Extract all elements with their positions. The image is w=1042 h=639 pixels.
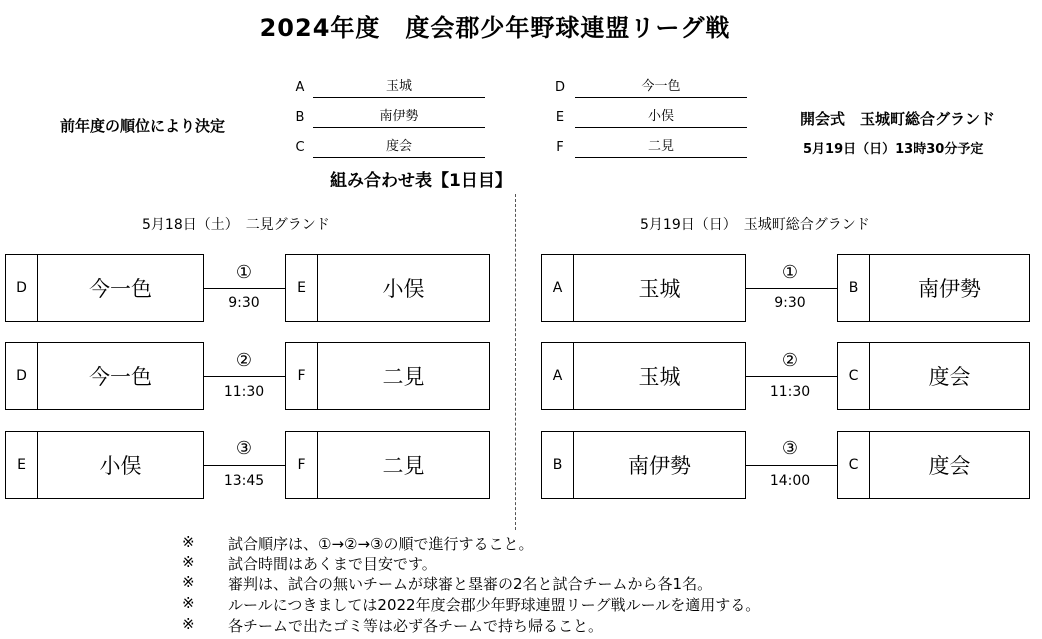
team-name: 小俣 [382, 277, 425, 301]
team-name: 玉城 [638, 277, 681, 301]
team-letter: C [838, 432, 870, 498]
match-right-team [837, 431, 1030, 499]
match-right-team [285, 431, 490, 499]
seed-letter: B [295, 110, 305, 125]
note-mark: ※ [182, 594, 195, 612]
seed-letter: A [295, 80, 305, 95]
match-time: 11:30 [769, 384, 811, 400]
seed-letter: F [556, 140, 564, 155]
match-number: ③ [235, 438, 253, 459]
opening-title: 開会式 玉城町総合グランド [800, 110, 996, 128]
match-connector [204, 288, 285, 289]
match-right-team [837, 254, 1030, 322]
match-left-team [541, 254, 746, 322]
match-right-team [285, 254, 490, 322]
match-left-team [5, 342, 204, 410]
match-connector [746, 376, 837, 377]
match-time: 9:30 [228, 295, 260, 311]
note-item: 審判は、試合の無いチームが球審と塁審の2名と試合チームから各1名。 [228, 575, 713, 593]
seed-team: 今一色 [575, 78, 747, 98]
seed-team: 南伊勢 [313, 108, 485, 128]
note-item: 試合時間はあくまで目安です。 [228, 555, 437, 573]
team-name: 度会 [928, 365, 971, 389]
team-letter: E [6, 432, 38, 498]
match-left-team [5, 431, 204, 499]
match-connector [746, 288, 837, 289]
team-name: 小俣 [99, 454, 142, 478]
note-item: 試合順序は、①→②→③の順で進行すること。 [228, 535, 534, 553]
seed-letter: C [295, 140, 305, 155]
team-letter: A [542, 343, 574, 409]
match-number: ① [235, 262, 253, 283]
team-letter: C [838, 343, 870, 409]
seed-team: 小俣 [575, 108, 747, 128]
note-mark: ※ [182, 553, 195, 571]
team-name: 今一色 [89, 277, 152, 301]
team-letter: F [286, 432, 318, 498]
team-letter: D [6, 255, 38, 321]
team-name: 今一色 [89, 365, 152, 389]
team-name: 度会 [928, 454, 971, 478]
seed-team: 度会 [313, 138, 485, 158]
match-left-team [541, 342, 746, 410]
match-number: ② [781, 350, 799, 371]
match-number: ③ [781, 438, 799, 459]
team-name: 南伊勢 [628, 454, 691, 478]
match-connector [746, 465, 837, 466]
match-time: 13:45 [223, 473, 265, 489]
team-name: 南伊勢 [918, 277, 981, 301]
match-connector [204, 376, 285, 377]
center-divider [515, 194, 516, 530]
note-mark: ※ [182, 573, 195, 591]
match-connector [204, 465, 285, 466]
team-letter: A [542, 255, 574, 321]
note-mark: ※ [182, 615, 195, 633]
team-name: 玉城 [638, 365, 681, 389]
seed-letter: D [554, 80, 565, 95]
team-letter: F [286, 343, 318, 409]
page-title: 2024年度 度会郡少年野球連盟リーグ戦 [259, 14, 731, 42]
day1-header: 5月18日（土） 二見グランド [142, 217, 330, 233]
day2-header: 5月19日（日） 玉城町総合グランド [640, 217, 870, 233]
seed-team: 二見 [575, 138, 747, 158]
team-name: 二見 [382, 365, 425, 389]
note-item: 各チームで出たゴミ等は必ず各チームで持ち帰ること。 [228, 617, 604, 635]
match-right-team [285, 342, 490, 410]
team-letter: E [286, 255, 318, 321]
match-left-team [5, 254, 204, 322]
schedule-subtitle: 組み合わせ表【1日目】 [330, 171, 512, 191]
team-name: 二見 [382, 454, 425, 478]
match-number: ② [235, 350, 253, 371]
match-time: 11:30 [223, 384, 265, 400]
seed-letter: E [555, 110, 565, 125]
seed-label: 前年度の順位により決定 [60, 117, 226, 135]
note-mark: ※ [182, 533, 195, 551]
note-item: ルールにつきましては2022年度会郡少年野球連盟リーグ戦ルールを適用する。 [228, 596, 761, 614]
match-left-team [541, 431, 746, 499]
opening-date: 5月19日（日）13時30分予定 [803, 142, 984, 157]
match-time: 9:30 [774, 295, 806, 311]
team-letter: D [6, 343, 38, 409]
team-letter: B [542, 432, 574, 498]
match-right-team [837, 342, 1030, 410]
team-letter: B [838, 255, 870, 321]
seed-team: 玉城 [313, 78, 485, 98]
match-number: ① [781, 262, 799, 283]
match-time: 14:00 [769, 473, 811, 489]
